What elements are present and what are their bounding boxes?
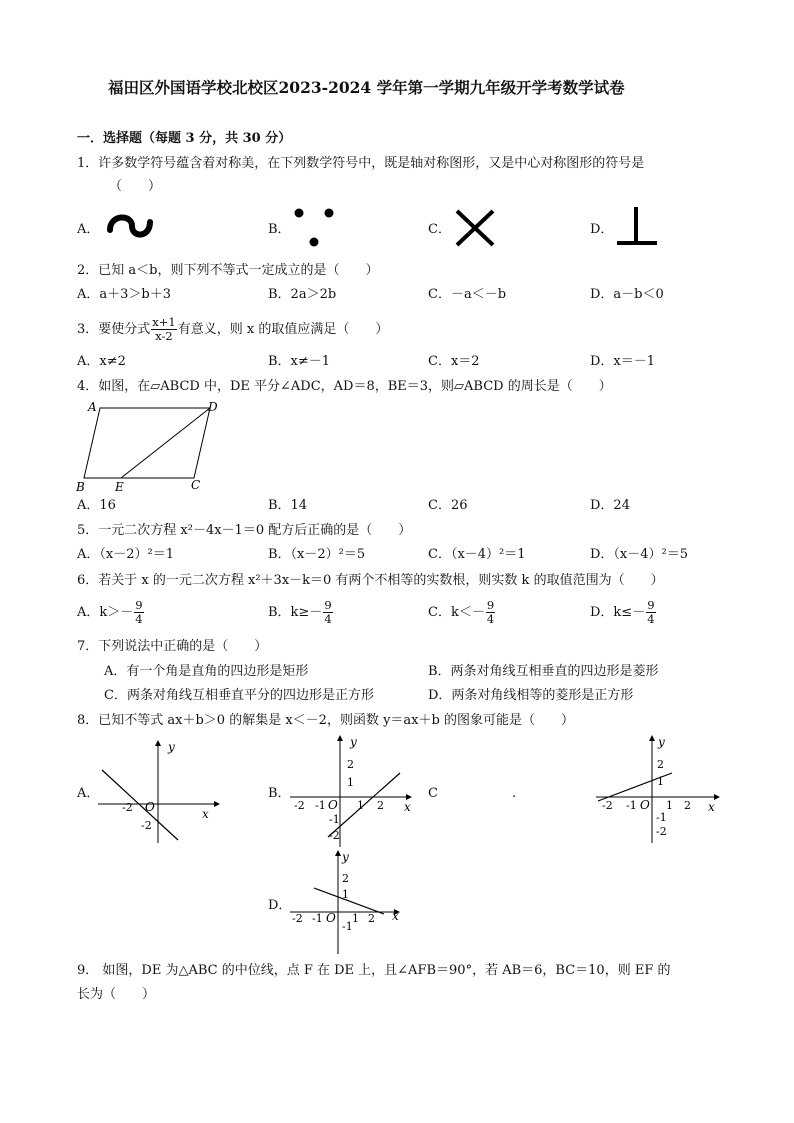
q6-option-d: D．k≤－ $\frac{9}{4}$ xyxy=(590,598,655,626)
q7-option-c: C．两条对角线互相垂直平分的四边形是正方形 xyxy=(104,688,374,703)
question-7: 7．下列说法中正确的是（ ） xyxy=(77,639,268,654)
q5-option-b: B．（x－2）²＝5 xyxy=(268,547,366,562)
question-4: 4．如图，在▱ABCD 中，DE 平分∠ADC，AD＝8，BE＝3，则▱ABCD 的周长是（ ） xyxy=(77,379,612,394)
graph-b-xtick-4: 2 xyxy=(377,799,384,812)
option-label-c: C． xyxy=(428,222,451,237)
q4-option-a: A．16 xyxy=(77,498,116,513)
graph-d-xtick-4: 2 xyxy=(368,912,375,925)
graph-d-ytick-3: -1 xyxy=(342,920,353,933)
q3-option-b: B．x≠－1 xyxy=(268,354,331,369)
q3-post: 有意义，则 x 的取值应满足（ ） xyxy=(177,322,389,337)
q8-label-b: B． xyxy=(268,786,291,801)
q7-option-b: B．两条对角线互相垂直的四边形是菱形 xyxy=(428,664,659,679)
graph-d-xtick-3: 1 xyxy=(352,912,359,925)
cross-x-icon xyxy=(454,208,498,248)
q5-option-a: A．（x－2）²＝1 xyxy=(77,547,174,562)
graph-a-origin: O xyxy=(145,800,155,814)
graph-b-xtick-1: -2 xyxy=(294,799,305,812)
parallelogram-figure xyxy=(76,398,236,494)
graph-c-ytick-1: 2 xyxy=(657,758,664,771)
answer-blank: （ ） xyxy=(109,179,162,194)
graph-d-ytick-2: 1 xyxy=(342,888,349,901)
three-dots-icon xyxy=(292,207,336,251)
question-8: 8．已知不等式 ax＋b＞0 的解集是 x＜－2，则函数 y＝ax＋b 的图象可能是（ ） xyxy=(77,713,574,728)
point-e-label: E xyxy=(115,480,124,494)
q4-option-c: C．26 xyxy=(428,498,468,513)
graph-d-y-label: y xyxy=(342,850,349,864)
graph-c-xtick-2: -1 xyxy=(626,799,637,812)
graph-b-xtick-2: -1 xyxy=(315,799,326,812)
graph-c-xtick-3: 1 xyxy=(666,799,673,812)
graph-b-xtick-3: 1 xyxy=(357,799,364,812)
graph-d-x-label: x xyxy=(392,909,399,923)
graph-c-origin: O xyxy=(640,798,650,812)
q6-option-c: C．k＜－ $\frac{9}{4}$ xyxy=(428,598,495,626)
graph-a-x-label: x xyxy=(202,807,209,821)
graph-b-ytick-3: -1 xyxy=(329,813,340,826)
graph-b xyxy=(290,735,414,850)
q2-option-a: A．a＋3＞b＋3 xyxy=(77,287,172,302)
question-6: 6．若关于 x 的一元二次方程 x²＋3x－k＝0 有两个不相等的实数根，则实数 k 的取值范围为（ ） xyxy=(77,573,664,588)
graph-c-x-label: x xyxy=(708,800,715,814)
graph-c-ytick-3: -1 xyxy=(656,811,667,824)
graph-d xyxy=(290,850,402,955)
page-title: 福田区外国语学校北校区2023-2024 学年第一学期九年级开学考数学试卷 xyxy=(108,78,625,97)
graph-d-ytick-1: 2 xyxy=(342,872,349,885)
point-d-label: D xyxy=(208,400,218,414)
question-1: 1．许多数学符号蕴含着对称美，在下列数学符号中，既是轴对称图形，又是中心对称图形的符号是 xyxy=(77,156,645,171)
q7-option-a: A．有一个角是直角的四边形是矩形 xyxy=(104,664,309,679)
q2-option-d: D．a－b＜0 xyxy=(590,287,664,302)
option-label-b: B． xyxy=(268,222,291,237)
s-symbol-icon xyxy=(104,208,156,244)
question-9: 9． 如图，DE 为△ABC 的中位线，点 F 在 DE 上，且∠AFB＝90°，若 AB＝6，BC＝10，则 EF 的 xyxy=(77,963,671,978)
q4-option-b: B．14 xyxy=(268,498,308,513)
q6-option-a: A．k＞－ $\frac{9}{4}$ xyxy=(77,598,143,626)
q3-option-d: D．x＝－1 xyxy=(590,354,656,369)
graph-d-xtick-2: -1 xyxy=(312,912,323,925)
point-a-label: A xyxy=(88,400,97,414)
q2-option-c: C．－a＜－b xyxy=(428,287,507,302)
graph-c-y-label: y xyxy=(658,735,665,749)
perpendicular-icon xyxy=(614,205,660,249)
q3-option-c: C．x＝2 xyxy=(428,354,480,369)
graph-a-xtick: -2 xyxy=(122,801,133,814)
graph-d-xtick-1: -2 xyxy=(292,912,303,925)
graph-c xyxy=(596,735,722,845)
option-label-d: D． xyxy=(590,222,614,237)
q6-option-b: B．k≥－ $\frac{9}{4}$ xyxy=(268,598,332,626)
graph-a xyxy=(98,740,218,845)
graph-b-y-label: y xyxy=(350,735,357,749)
graph-c-ytick-2: 1 xyxy=(657,775,664,788)
graph-c-ytick-4: -2 xyxy=(656,825,667,838)
point-b-label: B xyxy=(76,480,85,494)
q8-label-a: A． xyxy=(77,786,100,801)
q8-label-c: C xyxy=(428,786,438,801)
option-label-a: A． xyxy=(77,222,100,237)
graph-a-y-label: y xyxy=(168,740,175,754)
question-2: 2．已知 a＜b，则下列不等式一定成立的是（ ） xyxy=(77,263,379,278)
q7-option-d: D．两条对角线相等的菱形是正方形 xyxy=(428,688,634,703)
q5-option-d: D．（x－4）²＝5 xyxy=(590,547,689,562)
q8-label-d: D． xyxy=(268,898,292,913)
graph-c-xtick-1: -2 xyxy=(602,799,613,812)
q2-option-b: B．2a＞2b xyxy=(268,287,337,302)
q3-fraction: $\frac{x+1}{x-2}$ xyxy=(152,315,176,343)
q8-label-dot: . xyxy=(512,786,517,801)
graph-b-ytick-4: -2 xyxy=(329,829,340,842)
graph-b-ytick-1: 2 xyxy=(347,758,354,771)
question-9-cont: 长为（ ） xyxy=(77,987,156,1002)
graph-d-origin: O xyxy=(326,911,336,925)
graph-b-x-label: x xyxy=(404,800,411,814)
question-3 xyxy=(77,315,388,345)
question-5: 5．一元二次方程 x²－4x－1＝0 配方后正确的是（ ） xyxy=(77,523,412,538)
q3-option-a: A．x≠2 xyxy=(77,354,126,369)
graph-a-ytick: -2 xyxy=(141,819,152,832)
point-c-label: C xyxy=(191,478,201,492)
section-heading: 一．选择题（每题 3 分，共 30 分） xyxy=(77,131,292,146)
graph-b-origin: O xyxy=(328,798,338,812)
graph-b-ytick-2: 1 xyxy=(347,776,354,789)
q5-option-c: C．（x－4）²＝1 xyxy=(428,547,526,562)
graph-c-xtick-4: 2 xyxy=(684,799,691,812)
q4-option-d: D．24 xyxy=(590,498,630,513)
q3-pre: 3．要使分式 xyxy=(77,322,151,337)
